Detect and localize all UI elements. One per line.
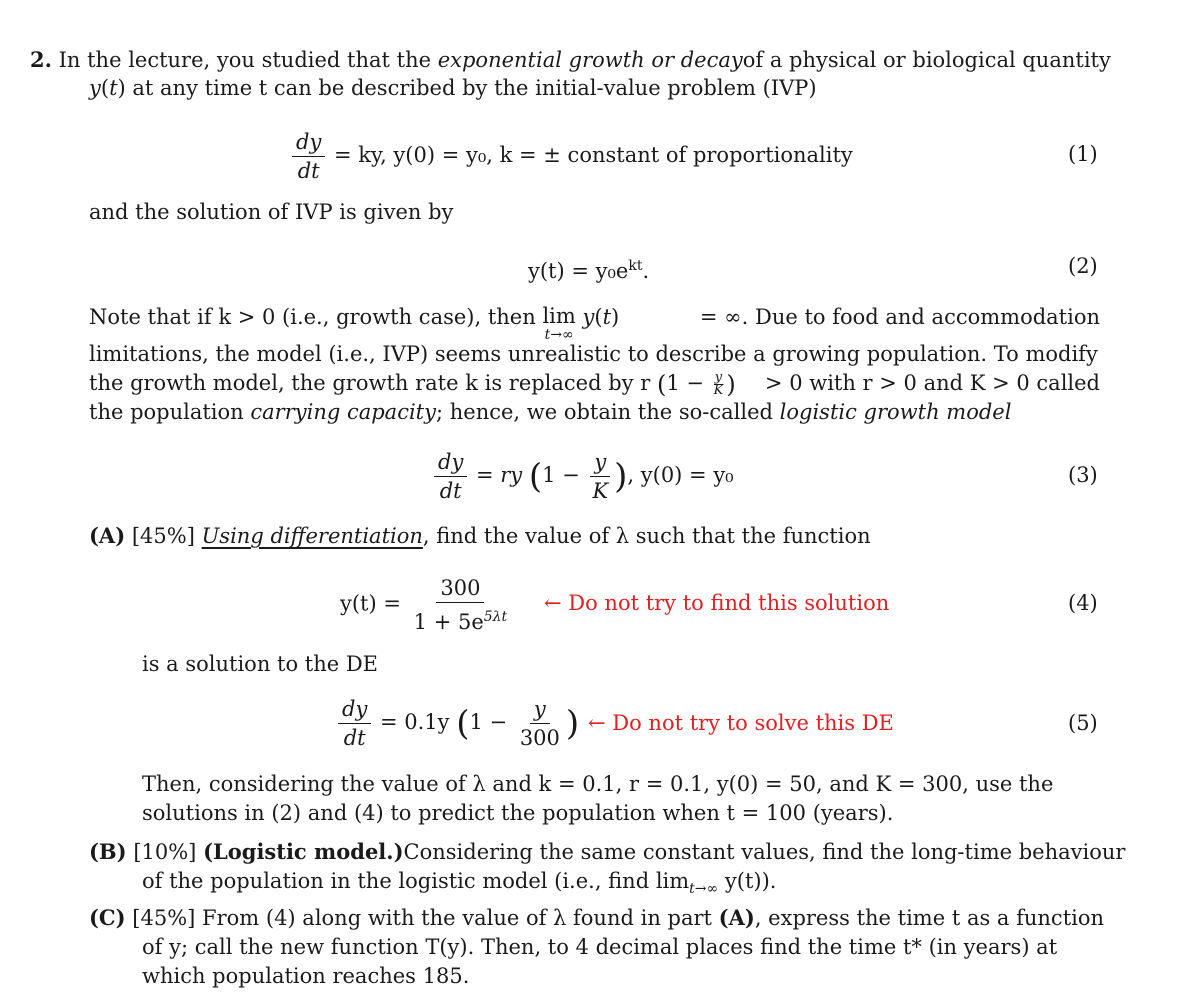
equation-4-exponent: 5λt xyxy=(483,609,508,625)
equation-5: $\frac{dy}{dt}$ = 0.1y (1 − $\frac{y}{300}$ ) xyxy=(336,697,579,750)
equation-5-number: (5) xyxy=(1068,711,1098,735)
equation-4-number: (4) xyxy=(1068,591,1098,615)
part-a-is-solution: is a solution to the DE xyxy=(142,652,379,676)
part-a-header xyxy=(89,523,871,549)
part-c-line-3: which population reaches 185. xyxy=(142,964,470,988)
note-line-4 xyxy=(89,399,1011,425)
intro-line-1 xyxy=(30,47,1111,73)
part-a-then-2: solutions in (2) and (4) to predict the population when t = 100 (years). xyxy=(142,801,894,825)
part-a-underlined: Using differentiation xyxy=(201,524,423,548)
equation-3-tail: , y(0) = y₀ xyxy=(627,463,734,487)
equation-2: $y(t) = y_0e^{kt}$. xyxy=(528,258,650,283)
note-line-1: Note that if k > 0 (i.e., growth case), then lim t→∞ y(t) = ∞. Due to food and accommodation xyxy=(89,304,1100,343)
note-text-1: Note that if k > 0 (i.e., growth case), then xyxy=(89,305,536,329)
note-line-4-a: the population xyxy=(89,400,244,424)
part-c-weight: [45%] xyxy=(132,906,196,930)
part-c-text-1a: From (4) along with the value of λ found in part xyxy=(202,906,712,930)
equation-4-numerator: 300 xyxy=(436,576,484,603)
equation-1-number: (1) xyxy=(1068,142,1098,166)
equation-4-denominator: 1 + 5e xyxy=(413,610,484,634)
part-a-weight: [45%] xyxy=(131,524,195,548)
carrying-capacity-term: carrying capacity xyxy=(250,400,436,424)
note-line-3-a: the growth model, the growth rate k is replaced by r xyxy=(89,371,651,395)
problem-number: 2. xyxy=(30,47,52,72)
part-b-weight: [10%] xyxy=(133,840,197,864)
part-b-title: (Logistic model.) xyxy=(203,839,404,864)
part-a-text: , find the value of λ such that the function xyxy=(422,524,871,548)
equation-2-number: (2) xyxy=(1068,254,1098,278)
note-line-3-b: > 0 with r > 0 and K > 0 called xyxy=(764,371,1100,395)
part-b-line-2 xyxy=(142,868,776,902)
equation-5-note: ← Do not try to solve this DE xyxy=(588,711,894,735)
equation-5-coefficient: = 0.1y xyxy=(380,710,450,734)
note-line-2: limitations, the model (i.e., IVP) seems unrealistic to describe a growing population. To modify xyxy=(89,342,1098,366)
part-b-text-1: Considering the same constant values, find the long-time behaviour xyxy=(403,840,1126,864)
equation-4 xyxy=(340,576,513,634)
solution-intro: and the solution of IVP is given by xyxy=(89,200,454,224)
equation-4-lhs: y(t) = xyxy=(340,591,401,616)
note-line-3: the growth model, the growth rate k is replaced by r (1 − $\frac{y}{K}$ ) > 0 with r > 0 and K > 0 called xyxy=(89,370,1100,399)
part-c-line-2: of y; call the new function T(y). Then, to 4 decimal places find the time t* (in years) at xyxy=(142,935,1058,959)
intro-line-2: y(t) at any time t can be described by the initial-value problem (IVP) xyxy=(89,76,817,100)
part-c-text-1c: , express the time t as a function xyxy=(754,906,1105,930)
part-a-then-1: Then, considering the value of λ and k = 0.1, r = 0.1, y(0) = 50, and K = 300, use the xyxy=(142,772,1054,796)
equation-5-denominator: 300 xyxy=(519,726,560,750)
logistic-model-term: logistic growth model xyxy=(779,400,1012,424)
note-text-2: = ∞. Due to food and accommodation xyxy=(699,305,1100,329)
equation-2-base: y(t) = y₀e xyxy=(528,259,629,283)
part-b-limit-sub: t→∞ xyxy=(689,881,719,898)
part-c-line-1 xyxy=(89,905,1105,931)
part-b-text-2: of the population in the logistic model (i.e., find lim xyxy=(142,869,690,893)
intro-text: In the lecture, you studied that the xyxy=(58,48,432,72)
intro-text-2: of a physical or biological quantity xyxy=(742,48,1111,72)
intro-line-2-text: at any time t can be described by the initial-value problem (IVP) xyxy=(132,76,817,100)
part-a-label: (A) xyxy=(89,523,126,548)
part-b-line-1 xyxy=(89,839,1126,865)
equation-2-exponent: kt xyxy=(628,258,643,274)
part-b-text-end: y(t)). xyxy=(724,869,777,893)
equation-3-number: (3) xyxy=(1068,463,1098,487)
equation-1: $\frac{dy}{dt}$ = ky, y(0) = y₀, k = ± constant of proportionality xyxy=(290,130,853,183)
intro-emphasis: exponential growth or decay xyxy=(437,48,743,72)
equation-4-note: ← Do not try to find this solution xyxy=(544,591,890,615)
note-line-4-b: ; hence, we obtain the so-called xyxy=(435,400,773,424)
part-c-label: (C) xyxy=(89,905,126,930)
part-b-label: (B) xyxy=(89,839,127,864)
part-c-ref: (A) xyxy=(718,905,755,930)
equation-3: $\frac{dy}{dt}$ = ry (1 − $\frac{y}{K}$ ), y(0) = y₀ xyxy=(432,450,734,503)
equation-1-rhs: = ky, y(0) = y₀, k = ± constant of proportionality xyxy=(334,143,853,167)
